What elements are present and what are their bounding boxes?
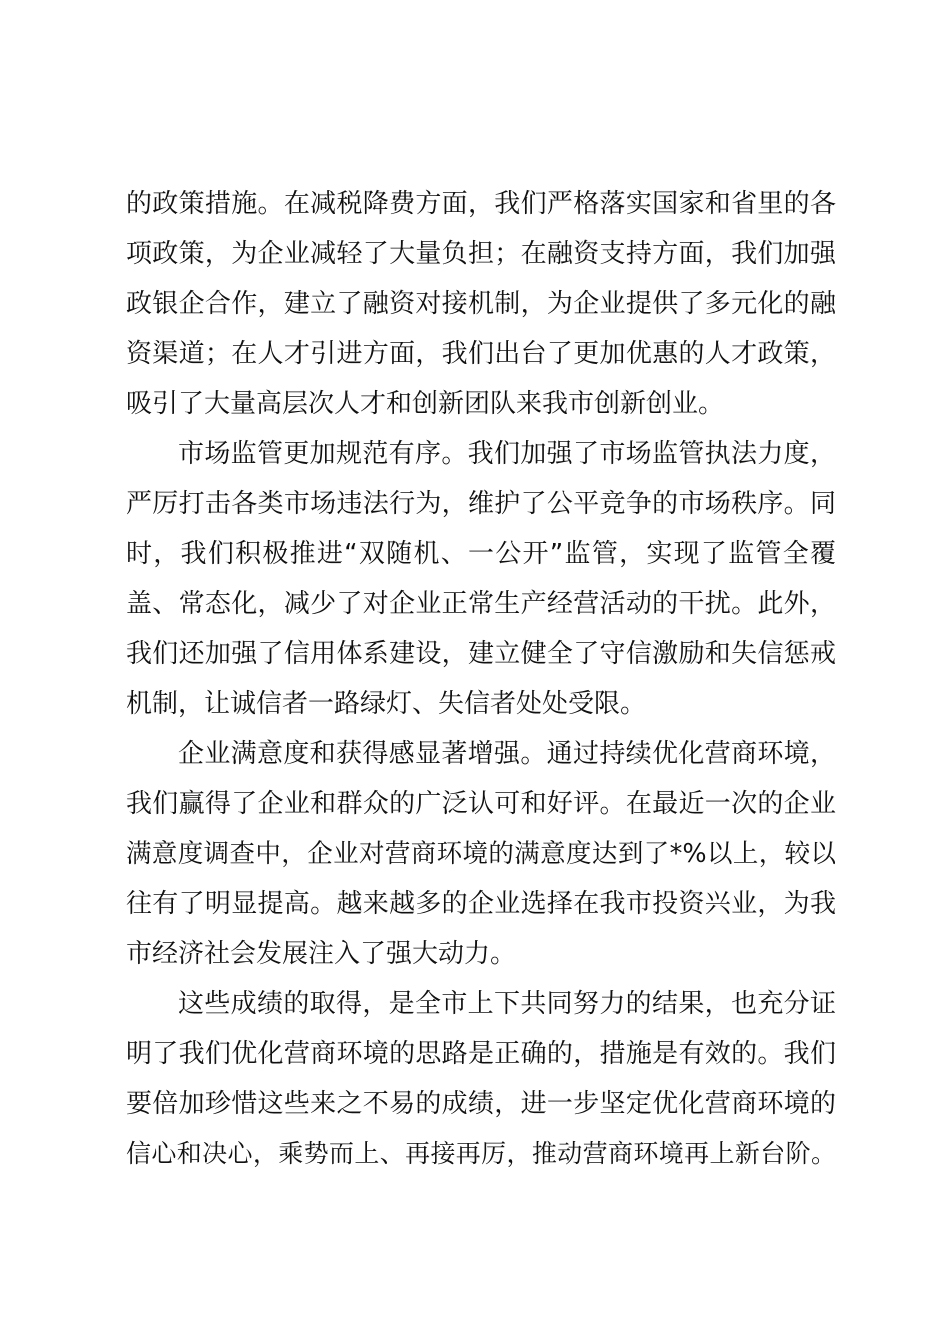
- text-line: 要倍加珍惜这些来之不易的成绩，进一步坚定优化营商环境的: [126, 1089, 836, 1119]
- text-line: 我们赢得了企业和群众的广泛认可和好评。在最近一次的企业: [126, 789, 836, 819]
- paragraph-policy-measures: [126, 179, 836, 429]
- text-line: 往有了明显提高。越来越多的企业选择在我市投资兴业，为我: [126, 889, 836, 919]
- text-line: 我们还加强了信用体系建设，建立健全了守信激励和失信惩戒: [126, 639, 836, 669]
- text-line: 企业满意度和获得感显著增强。通过持续优化营商环境，: [178, 739, 836, 769]
- text-line: 项政策，为企业减轻了大量负担；在融资支持方面，我们加强: [126, 239, 836, 269]
- text-line: 资渠道；在人才引进方面，我们出台了更加优惠的人才政策，: [126, 339, 836, 369]
- text-line: 吸引了大量高层次人才和创新团队来我市创新创业。: [126, 389, 725, 419]
- text-line: 信心和决心，乘势而上、再接再厉，推动营商环境再上新台阶。: [126, 1139, 836, 1168]
- text-line: 市经济社会发展注入了强大动力。: [126, 939, 517, 969]
- paragraph-achievements-summary: [126, 979, 836, 1179]
- text-line: 明了我们优化营商环境的思路是正确的，措施是有效的。我们: [126, 1039, 836, 1069]
- text-line: 市场监管更加规范有序。我们加强了市场监管执法力度，: [178, 439, 836, 469]
- paragraph-market-supervision: [126, 429, 836, 729]
- paragraph-enterprise-satisfaction: [126, 729, 836, 979]
- text-line: 时，我们积极推进“双随机、一公开”监管，实现了监管全覆: [126, 539, 836, 569]
- text-line: 这些成绩的取得，是全市上下共同努力的结果，也充分证: [178, 989, 836, 1019]
- text-line: 政银企合作，建立了融资对接机制，为企业提供了多元化的融: [126, 289, 836, 319]
- text-line: 的政策措施。在减税降费方面，我们严格落实国家和省里的各: [126, 189, 836, 219]
- text-line: 盖、常态化，减少了对企业正常生产经营活动的干扰。此外，: [126, 589, 836, 619]
- text-line: 机制，让诚信者一路绿灯、失信者处处受限。: [126, 689, 647, 719]
- text-line: 满意度调查中，企业对营商环境的满意度达到了*%以上，较以: [126, 839, 836, 869]
- text-line: 严厉打击各类市场违法行为，维护了公平竞争的市场秩序。同: [126, 489, 836, 519]
- document-body: [126, 179, 836, 1179]
